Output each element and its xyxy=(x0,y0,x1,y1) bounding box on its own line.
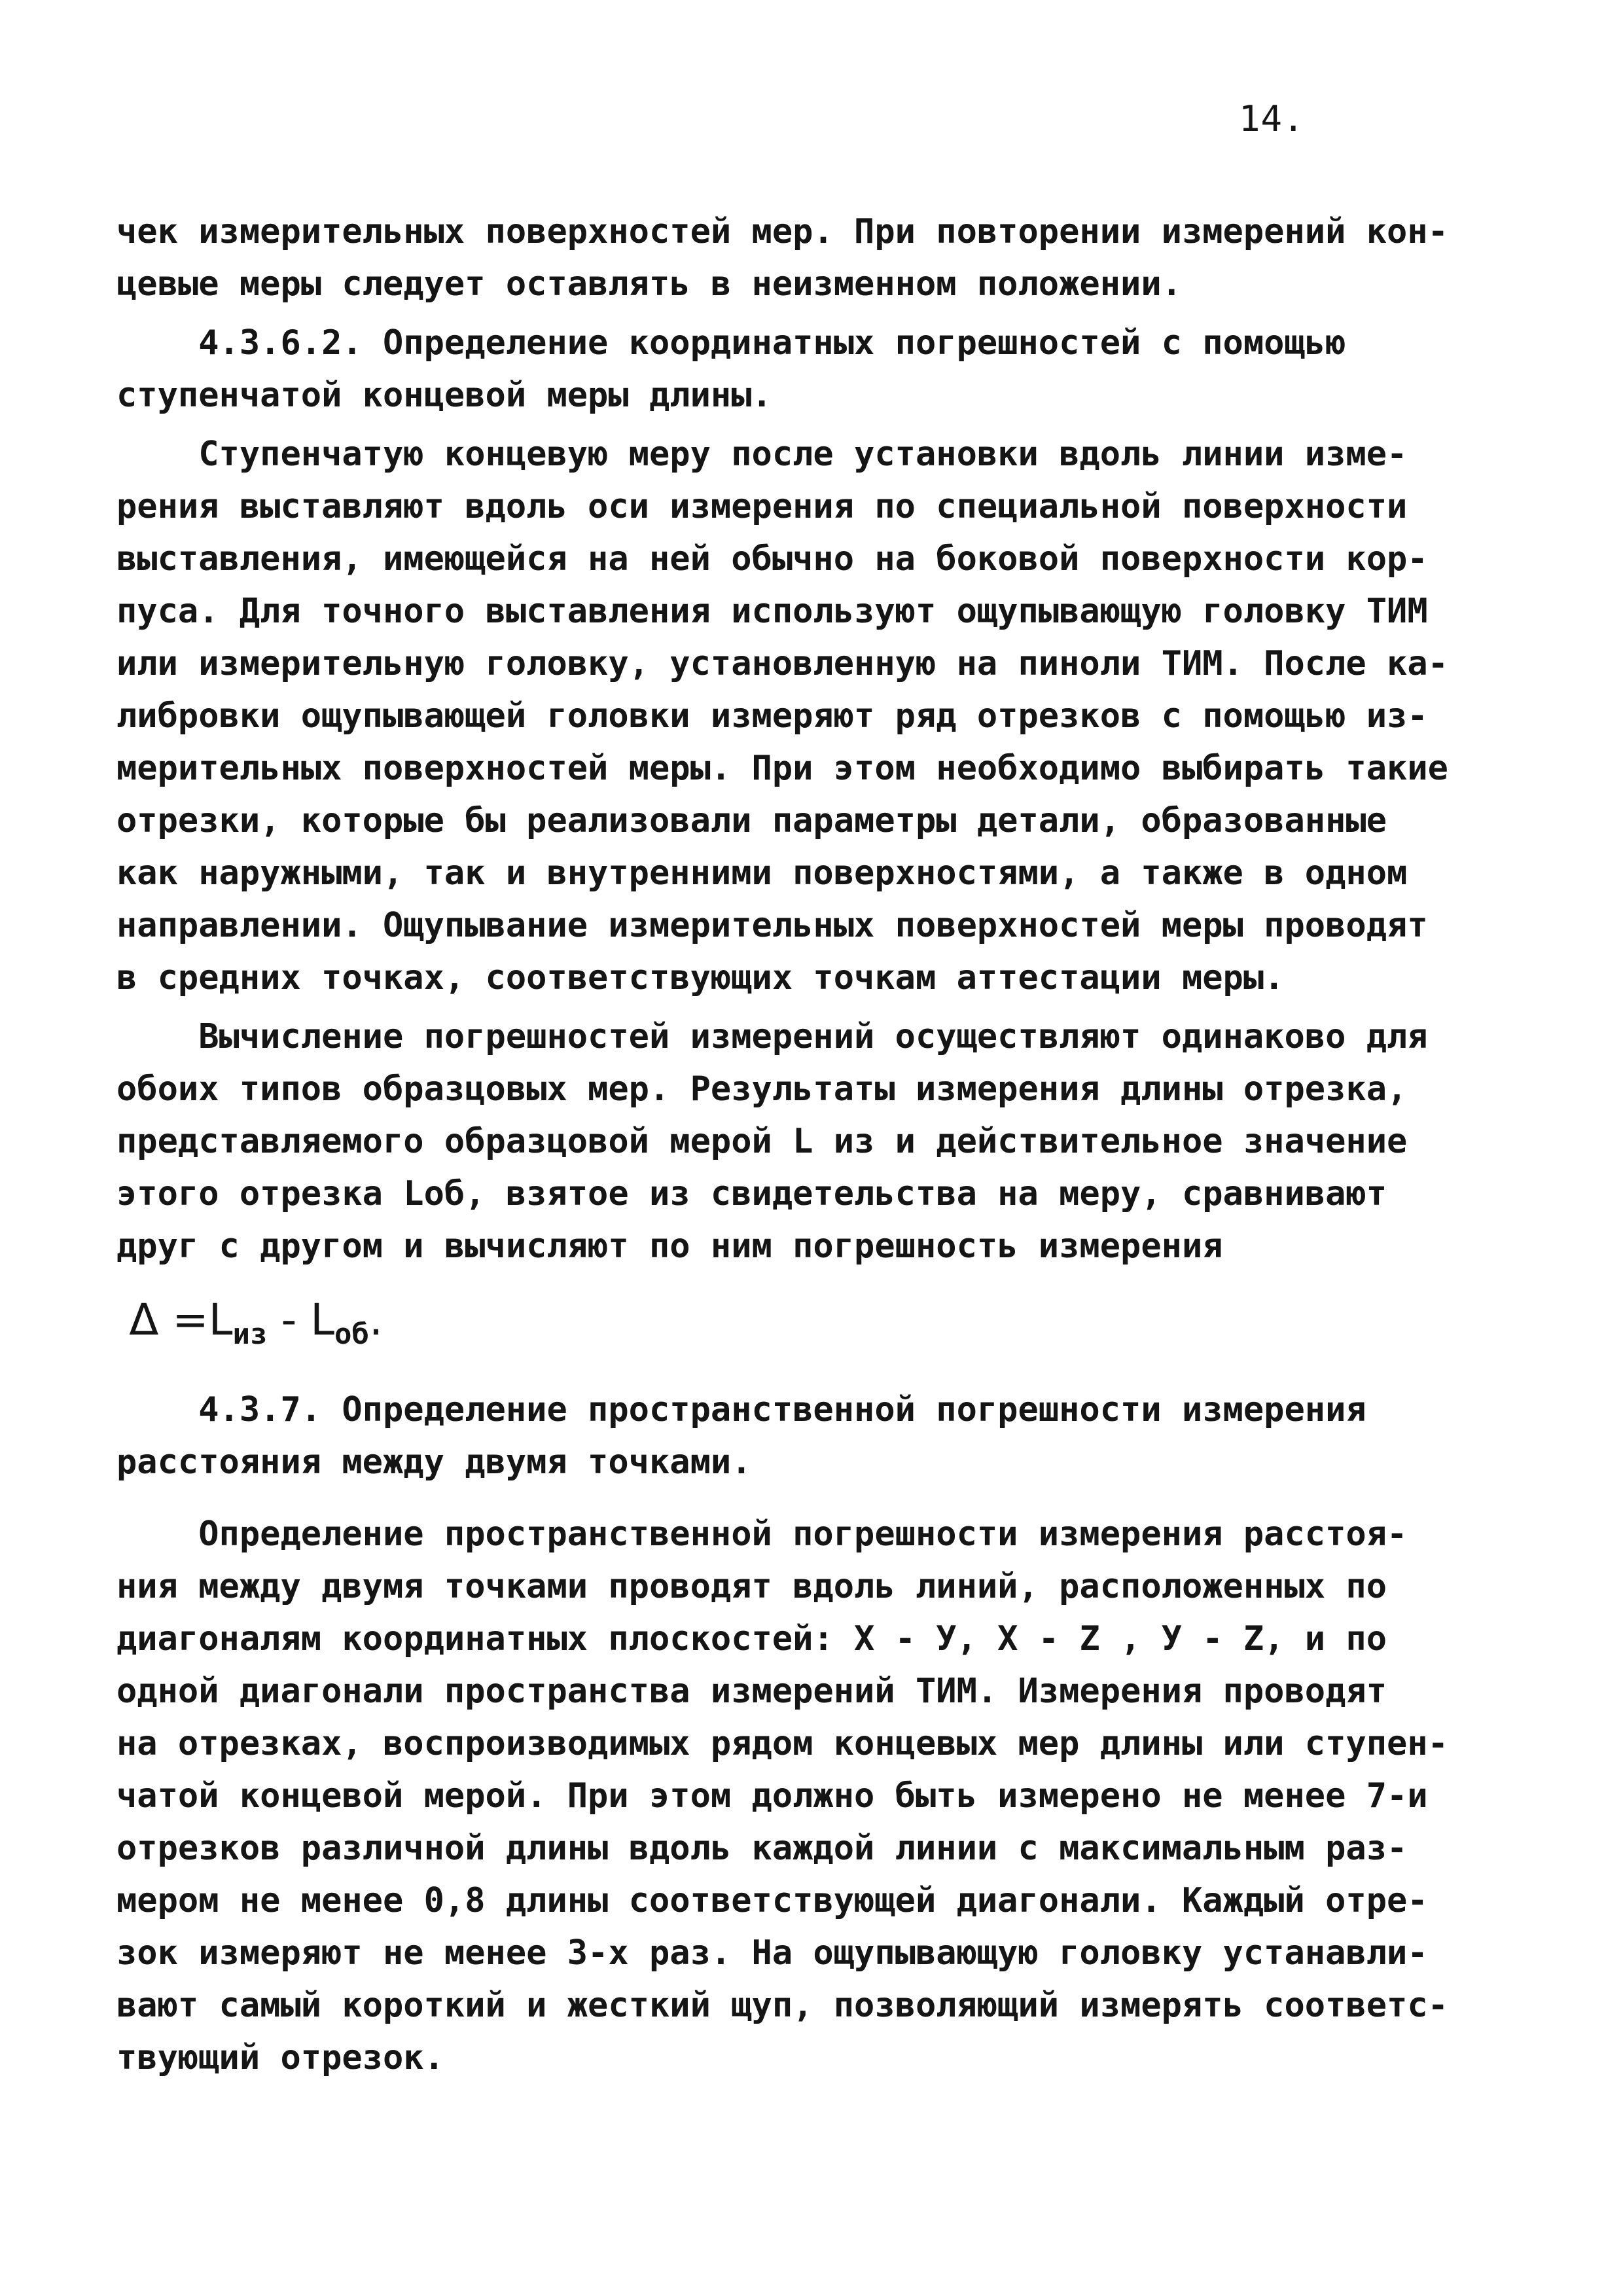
formula-sub-reference: об xyxy=(334,1318,370,1351)
text-line: в средних точках, соответствующих точкам аттестации меры. xyxy=(116,958,1285,997)
text-line: 4.3.7. Определение пространственной погрешности измерения xyxy=(116,1390,1366,1429)
text-line: ступенчатой концевой меры длины. xyxy=(116,376,772,415)
text-line: чек измерительных поверхностей мер. При повторении измерений кон- xyxy=(116,212,1448,251)
text-line: обоих типов образцовых мер. Результаты измерения длины отрезка, xyxy=(116,1069,1408,1109)
formula-period: . xyxy=(369,1295,383,1345)
text-line: пуса. Для точного выставления используют ощупывающую головку ТИМ xyxy=(116,592,1428,631)
formula-minus: - xyxy=(267,1295,311,1345)
formula-delta: Δ xyxy=(129,1295,159,1345)
text-line: или измерительную головку, установленную на пиноли ТИМ. После ка- xyxy=(116,644,1448,683)
formula-l-reference: L xyxy=(310,1295,335,1345)
formula-l-measured: L xyxy=(208,1295,233,1345)
text-line: чатой концевой мерой. При этом должно быть измерено не менее 7-и xyxy=(116,1776,1428,1816)
text-line: диагоналям координатных плоскостей: X - У, X - Z , У - Z, и по xyxy=(116,1619,1387,1659)
text-line: отрезки, которые бы реализовали параметры детали, образованные xyxy=(116,801,1387,840)
error-formula xyxy=(116,1288,383,1351)
text-line: направлении. Ощупывание измерительных поверхностей меры проводят xyxy=(116,906,1428,945)
text-line: либровки ощупывающей головки измеряют ряд отрезков с помощью из- xyxy=(116,696,1428,736)
text-line: рения выставляют вдоль оси измерения по специальной поверхности xyxy=(116,487,1408,526)
text-line: цевые меры следует оставлять в неизменном положении. xyxy=(116,264,1182,304)
text-line: зок измеряют не менее 3-х раз. На ощупывающую головку устанавли- xyxy=(116,1933,1428,1973)
text-line: одной диагонали пространства измерений ТИМ. Измерения проводят xyxy=(116,1672,1387,1711)
text-line: вают самый короткий и жесткий щуп, позволяющий измерять соответс- xyxy=(116,1986,1448,2025)
page-number: 14. xyxy=(1239,98,1305,139)
text-line: расстояния между двумя точками. xyxy=(116,1443,752,1482)
text-line: отрезков различной длины вдоль каждой линии с максимальным раз- xyxy=(116,1829,1408,1868)
text-line: мером не менее 0,8 длины соответствующей диагонали. Каждый отре- xyxy=(116,1881,1428,1920)
text-line: Ступенчатую концевую меру после установки вдоль линии изме- xyxy=(116,435,1408,474)
text-line: Вычисление погрешностей измерений осуществляют одинаково для xyxy=(116,1017,1428,1056)
text-line: выставления, имеющейся на ней обычно на боковой поверхности кор- xyxy=(116,539,1428,579)
formula-sub-measured: из xyxy=(232,1318,268,1351)
text-line: как наружными, так и внутренними поверхностями, а также в одном xyxy=(116,853,1408,893)
text-line: 4.3.6.2. Определение координатных погрешностей с помощью xyxy=(116,323,1346,363)
text-line: на отрезках, воспроизводимых рядом концевых мер длины или ступен- xyxy=(116,1724,1448,1763)
text-line: мерительных поверхностей меры. При этом необходимо выбирать такие xyxy=(116,749,1448,788)
text-line: этого отрезка Lоб, взятое из свидетельства на меру, сравнивают xyxy=(116,1174,1387,1213)
formula-equals: = xyxy=(158,1295,209,1345)
text-line: Определение пространственной погрешности измерения расстоя- xyxy=(116,1515,1408,1554)
text-line: ния между двумя точками проводят вдоль линий, расположенных по xyxy=(116,1567,1387,1606)
text-line: твующий отрезок. xyxy=(116,2038,444,2077)
text-line: друг с другом и вычисляют по ним погрешность измерения xyxy=(116,1227,1223,1266)
text-line: представляемого образцовой мерой L из и действительное значение xyxy=(116,1122,1408,1161)
